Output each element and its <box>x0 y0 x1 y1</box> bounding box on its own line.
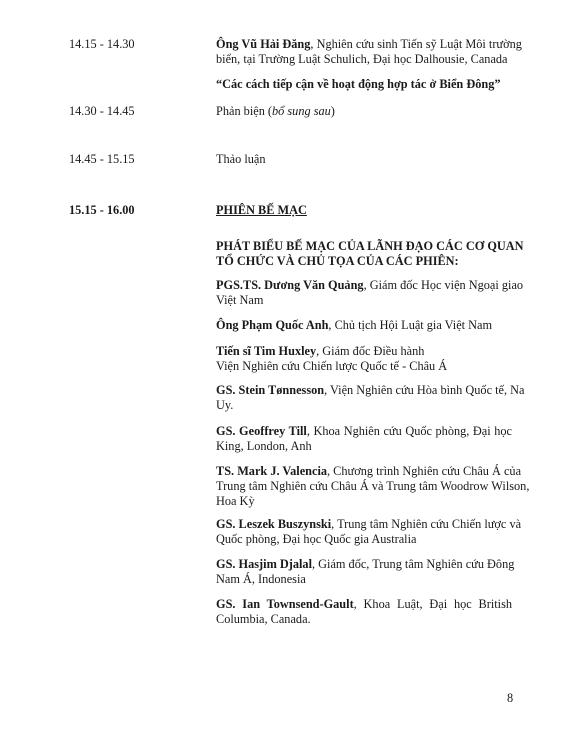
speaker-name: Ông Vũ Hải Đăng <box>216 37 311 51</box>
speaker-entry: TS. Mark J. Valencia, Chương trình Nghiên cứu Châu Á của Trung tâm Nghiên cứu Châu Á và Trung tâm Woodrow Wilson, Hoa Kỳ <box>216 464 530 508</box>
speaker-entry: GS. Ian Townsend-Gault, Khoa Luật, Đại học British Columbia, Canada. <box>216 597 513 626</box>
speaker-name: PGS.TS. Dương Văn Quảng <box>216 278 364 292</box>
talk-title: “Các cách tiếp cận về hoạt động hợp tác ở Biển Đông” <box>216 77 501 91</box>
closing-heading: PHÁT BIỂU BẾ MẠC CỦA LÃNH ĐẠO CÁC CƠ QUAN TỔ CHỨC VÀ CHỦ TỌA CỦA CÁC PHIÊN: <box>216 239 524 268</box>
speaker-entry: GS. Hasjim Djalal, Giám đốc, Trung tâm Nghiên cứu Đông Nam Á, Indonesia <box>216 557 515 586</box>
time-slot: 14.15 - 14.30 <box>69 37 135 51</box>
speaker-name: GS. Leszek Buszynski <box>216 517 332 531</box>
speaker-name: GS. Ian Townsend-Gault <box>216 597 354 611</box>
speaker-name: GS. Geoffrey Till <box>216 424 307 438</box>
speaker-entry: Ông Phạm Quốc Anh, Chủ tịch Hội Luật gia Việt Nam <box>216 318 493 332</box>
speaker-entry: GS. Stein Tønnesson, Viện Nghiên cứu Hòa bình Quốc tế, Na Uy. <box>216 383 525 412</box>
time-slot: 14.45 - 15.15 <box>69 152 135 166</box>
speaker-name: GS. Stein Tønnesson <box>216 383 325 397</box>
time-slot: 14.30 - 14.45 <box>69 104 135 118</box>
speaker-entry: Tiến sĩ Tim Huxley, Giám đốc Điều hành Viện Nghiên cứu Chiến lược Quốc tế - Châu Á <box>216 344 448 373</box>
agenda-item-text: Phản biện (bổ sung sau) <box>216 104 335 118</box>
speaker-name: GS. Hasjim Djalal <box>216 557 312 571</box>
speaker-line <box>216 37 522 52</box>
section-title: PHIÊN BẾ MẠC <box>216 203 307 217</box>
speaker-entry: GS. Geoffrey Till, Khoa Nghiên cứu Quốc phòng, Đại học King, London, Anh <box>216 424 512 453</box>
speaker-name: Ông Phạm Quốc Anh <box>216 318 329 332</box>
agenda-item-speaker <box>216 37 522 67</box>
speaker-entry: PGS.TS. Dương Văn Quảng, Giám đốc Học viện Ngoại giao Việt Nam <box>216 278 524 307</box>
time-slot: 15.15 - 16.00 <box>69 203 135 217</box>
speaker-entry: GS. Leszek Buszynski, Trung tâm Nghiên cứu Chiến lược và Quốc phòng, Đại học Quốc gia Australia <box>216 517 522 546</box>
speaker-name: Tiến sĩ Tim Huxley <box>216 344 317 358</box>
speaker-description-cont: biển, tại Trường Luật Schulich, Đại học Dalhousie, Canada <box>216 52 508 66</box>
speaker-name: TS. Mark J. Valencia <box>216 464 328 478</box>
agenda-item-text: Thảo luận <box>216 152 266 166</box>
speaker-description: , Nghiên cứu sinh Tiến sỹ Luật Môi trường <box>310 37 522 51</box>
page-number: 8 <box>507 691 514 705</box>
